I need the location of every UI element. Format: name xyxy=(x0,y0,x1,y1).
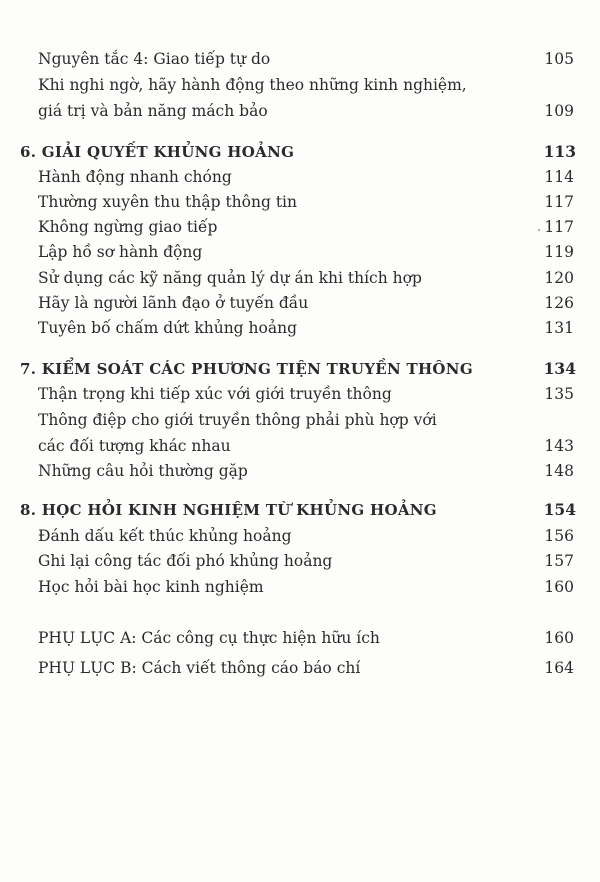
toc-entry-page: 109 xyxy=(544,102,574,120)
toc-entry-page: 105 xyxy=(544,50,574,68)
appendix-b-entry xyxy=(0,656,600,680)
toc-entry-page: 135 xyxy=(544,385,574,403)
appendix-title: PHỤ LỤC B: Cách viết thông cáo báo chí xyxy=(38,659,361,677)
toc-entry-page: 157 xyxy=(544,552,574,570)
toc-entry-page: 120 xyxy=(544,269,574,287)
appendix-page: 160 xyxy=(544,629,574,647)
toc-entry-title: Khi nghi ngờ, hãy hành động theo những kinh nghiệm, xyxy=(38,76,467,94)
chapter-heading-6 xyxy=(0,140,600,164)
chapter-title: 8. HỌC HỎI KINH NGHIỆM TỪ KHỦNG HOẢNG xyxy=(20,501,437,519)
toc-entry-title: Không ngừng giao tiếp xyxy=(38,218,218,236)
toc-entry xyxy=(0,459,600,483)
chapter-heading-7 xyxy=(0,357,600,381)
toc-entry-title: Lập hồ sơ hành động xyxy=(38,243,203,261)
toc-entry-title: Tuyên bố chấm dứt khủng hoảng xyxy=(38,319,297,337)
toc-entry xyxy=(0,549,600,573)
chapter-title: 7. KIỂM SOÁT CÁC PHƯƠNG TIỆN TRUYỀN THÔNG xyxy=(20,360,473,378)
toc-entry-title: Sử dụng các kỹ năng quản lý dự án khi thích hợp xyxy=(38,269,422,287)
toc-entry-title: Nguyên tắc 4: Giao tiếp tự do xyxy=(38,50,271,68)
appendix-page: 164 xyxy=(544,659,574,677)
toc-entry-title: Hành động nhanh chóng xyxy=(38,168,232,186)
chapter-page: 113 xyxy=(543,142,576,161)
toc-entry xyxy=(0,575,600,599)
appendix-title: PHỤ LỤC A: Các công cụ thực hiện hữu ích xyxy=(38,629,380,647)
toc-entry-page: 143 xyxy=(544,437,574,455)
toc-entry xyxy=(0,47,600,71)
toc-entry xyxy=(0,524,600,548)
chapter-page: 134 xyxy=(543,359,576,378)
toc-entry xyxy=(0,165,600,189)
toc-entry xyxy=(0,291,600,315)
toc-entry xyxy=(0,382,600,406)
toc-entry xyxy=(0,316,600,340)
toc-entry xyxy=(0,99,600,123)
chapter-heading-8 xyxy=(0,498,600,522)
toc-entry-title: Ghi lại công tác đối phó khủng hoảng xyxy=(38,552,333,570)
toc-entry xyxy=(0,73,600,97)
toc-entry-title: các đối tượng khác nhau xyxy=(38,437,231,455)
toc-entry-title: giá trị và bản năng mách bảo xyxy=(38,102,268,120)
toc-entry-title: Những câu hỏi thường gặp xyxy=(38,462,248,480)
toc-entry-title: Thường xuyên thu thập thông tin xyxy=(38,193,297,211)
toc-entry xyxy=(0,408,600,432)
toc-entry-page: 148 xyxy=(544,462,574,480)
toc-entry-page: 114 xyxy=(544,168,574,186)
toc-entry-page: 131 xyxy=(544,319,574,337)
toc-entry-page: 117 xyxy=(544,193,574,211)
toc-entry-title: Thận trọng khi tiếp xúc với giới truyền thông xyxy=(38,385,392,403)
toc-entry-page: 160 xyxy=(544,578,574,596)
toc-entry-page: 126 xyxy=(544,294,574,312)
toc-entry xyxy=(0,434,600,458)
toc-entry xyxy=(0,190,600,214)
toc-entry-title: Hãy là người lãnh đạo ở tuyến đầu xyxy=(38,294,309,312)
toc-entry-page: 117 xyxy=(544,218,574,236)
toc-entry-page: 156 xyxy=(544,527,574,545)
toc-entry xyxy=(0,215,600,239)
chapter-title: 6. GIẢI QUYẾT KHỦNG HOẢNG xyxy=(20,143,295,161)
toc-entry xyxy=(0,266,600,290)
appendix-a-entry xyxy=(0,626,600,650)
chapter-page: 154 xyxy=(543,500,576,519)
toc-entry xyxy=(0,240,600,264)
toc-entry-title: Đánh dấu kết thúc khủng hoảng xyxy=(38,527,292,545)
toc-entry-title: Học hỏi bài học kinh nghiệm xyxy=(38,578,264,596)
print-speck xyxy=(538,229,540,231)
toc-entry-page: 119 xyxy=(544,243,574,261)
toc-entry-title: Thông điệp cho giới truyền thông phải phù hợp với xyxy=(38,411,437,429)
